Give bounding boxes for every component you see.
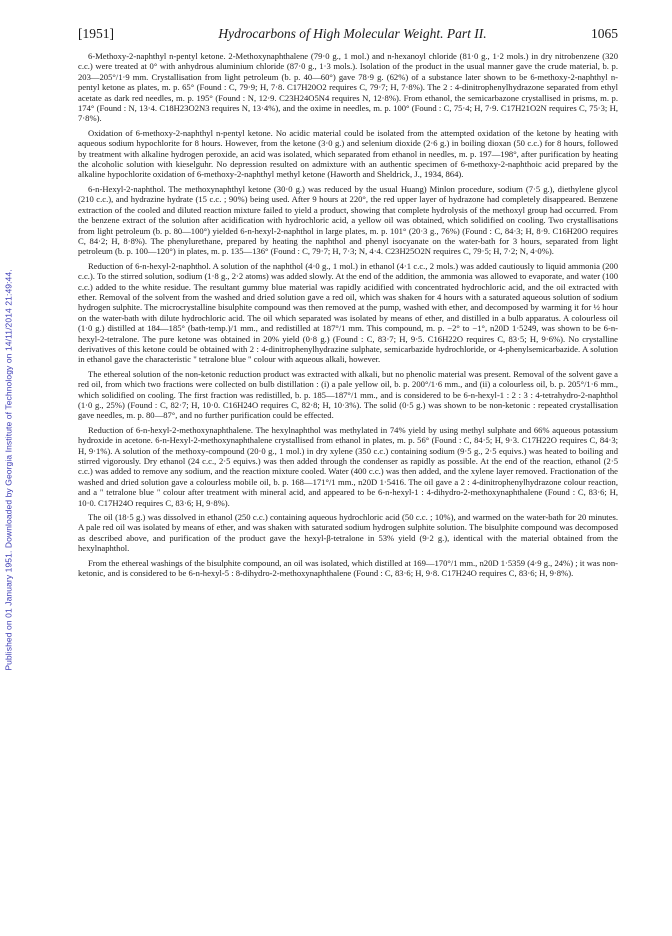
journal-page <box>78 26 618 583</box>
paragraph-ethereal-washings: From the ethereal washings of the bisulphite compound, an oil was isolated, which distilled at 169—170°/1 mm., n20D 1·5359 (4·9 g., 24%) ; it was non-ketonic, and is considered to be 6-n-hexyl-5 : 8-dihydro-2-methoxynaphthalene (Found : C, 83·6; H, 9·8. C17H24O requires C, 83·6; H, 9·8%). <box>78 557 618 579</box>
header-year: [1951] <box>78 26 114 41</box>
download-watermark-text: Published on 01 January 1951. Downloaded by Georgia Institute of Technology on 14/11/2014 21:49:44. <box>4 269 14 671</box>
paragraph-methoxynaphthyl-ketone: 6-Methoxy-2-naphthyl n-pentyl ketone. 2-Methoxynaphthalene (79·0 g., 1 mol.) and n-hexanoyl chloride (81·0 g., 1·2 mols.) in dry nitrobenzene (320 c.c.) were treated at 0° with anhydrous aluminium chloride (87·0 g., 1·3 mols.). Isolation of the product in the usual manner gave the crude material, b. p. 203—205°/1·9 mm. Crystallisation from light petroleum (b. p. 40—60°) gave 78·9 g. (62%) of a substance later shown to be 6-methoxy-2-naphthyl n-pentyl ketone as plates, m. p. 65° (Found : C, 79·9; H, 7·8. C17H20O2 requires C, 79·7; H, 7·8%). The 2 : 4-dinitrophenylhydrazone separated from ethyl acetate as dark red needles, m. p. 195° (Found : N, 12·9. C23H24O5N4 requires N, 12·8%). From ethanol, the semicarbazone crystallised in prisms, m. p. 174° (Found : N, 13·4. C18H23O2N3 requires N, 13·4%), and the oxime in needles, m. p. 100° (Found : C, 75·4; H, 7·9. C17H21O2N requires C, 75·3; H, 7·8%). <box>78 51 618 124</box>
paragraph-oxidation: Oxidation of 6-methoxy-2-naphthyl n-pentyl ketone. No acidic material could be isolated from the attempted oxidation of the ketone by heating with aqueous sodium hypochlorite for 8 hours. However, from the ketone (3·0 g.) and selenium dioxide (2·6 g.) in boiling dioxan (50 c.c.) for 8 hours, followed by treatment with alkaline hydrogen peroxide, an acid was isolated, which separated from ethanol in needles, m. p. 197—198°, after purification by heating the alcoholic solution with kieselguhr. No depression resulted on admixture with an authentic specimen of 6-methoxy-2-naphthoic acid prepared by the alkaline hypochlorite oxidation of 6-methoxy-2-naphthyl methyl ketone (Haworth and Sheldrick, J., 1934, 864). <box>78 127 618 180</box>
running-header <box>78 26 618 42</box>
paragraph-reduction-naphthol: Reduction of 6-n-hexyl-2-naphthol. A solution of the naphthol (4·0 g., 1 mol.) in ethanol (4·1 c.c., 2 mols.) was added cautiously to liquid ammonia (200 c.c.). To the stirred solution, sodium (1·8 g., 2·2 atoms) was added slowly. At the end of the addition, the ammonia was allowed to evaporate, and water (100 c.c.) added to the white residue. The resultant gummy blue material was rapidly acidified with concentrated hydrochloric acid, and the oil extracted with ether. Removal of the solvent from the washed and dried solution gave a red oil, which was shaken for 4 hours with a saturated aqueous solution of sodium hydrogen sulphite. The microcrystalline bisulphite compound was then removed at the pump, washed with ether, and decomposed by warming it for ½ hour on the water-bath with dilute hydrochloric acid. The oil which separated was isolated by means of ether, and distilled in a bulb apparatus. A colourless oil (1·0 g.) distilled at 184—185° (bath-temp.)/1 mm., and redistilled at 187°/1 mm. This compound, m. p. −2° to −1°, n20D 1·5249, was shown to be 6-n-hexyl-2-tetralone. The pure ketone was obtained in 20% yield (0·8 g.) (Found : C, 83·7; H, 9·5. C16H22O requires C, 83·5; H, 9·6%). No crystalline derivatives of this ketone could be obtained with 2 : 4-dinitrophenylhydrazine sulphate, semicarbazide hydrochloride, or 4-phenylsemicarbazide. A solution in ethanol gave the characteristic " tetralone blue " colour with aqueous alkali, however. <box>78 260 618 365</box>
article-body <box>78 51 618 579</box>
paragraph-oil-hydrolysis: The oil (18·5 g.) was dissolved in ethanol (250 c.c.) containing aqueous hydrochloric acid (50 c.c. ; 10%), and warmed on the water-bath for 20 minutes. A pale red oil was isolated by means of ether, and was shaken with saturated sodium hydrogen sulphite solution. The bisulphite compound was decomposed as described above, and purification of the product gave the hexyl-β-tetralone in 53% yield (9·2 g.), identical with the material obtained from the hexylnaphthol. <box>78 512 618 554</box>
header-title: Hydrocarbons of High Molecular Weight. Part II. <box>218 26 487 41</box>
paragraph-reduction-methoxynaphthalene: Reduction of 6-n-hexyl-2-methoxynaphthalene. The hexylnaphthol was methylated in 74% yield by using methyl sulphate and 66% aqueous potassium hydroxide in acetone. 6-n-Hexyl-2-methoxynaphthalene crystallised from ethanol in plates, m. p. 56° (Found : C, 84·5; H, 9·3. C17H22O requires C, 84·3; H, 9·1%). A solution of the methoxy-compound (20·0 g., 1 mol.) in dry xylene (350 c.c.) containing sodium (9·5 g., 2·5 equivs.) was heated to boiling and stirred vigorously. Dry ethanol (24 c.c., 2·5 equivs.) was then added through the condenser as rapidly as possible. At the end of the reaction, ethanol (2·5 c.c.) was added to remove any sodium, and the reaction mixture cooled. Water (400 c.c.) was then added, and the xylene layer removed. Fractionation of the washed and dried solution gave a colourless mobile oil, b. p. 168—171°/1 mm., n20D 1·5416. The oil gave a 2 : 4-dinitrophenylhydrazone colour reaction, and a " tetralone blue " colour after treatment with mineral acid, and appeared to be 6-n-hexyl-1 : 4-dihydro-2-methoxynaphthalene (Found : C, 83·6; H, 10·0. C17H24O requires C, 83·6; H, 9·8%). <box>78 424 618 508</box>
paragraph-hexyl-naphthol: 6-n-Hexyl-2-naphthol. The methoxynaphthyl ketone (30·0 g.) was reduced by the usual Huang) Minlon procedure, sodium (7·5 g.), diethylene glycol (210 c.c.), and hydrazine hydrate (15 c.c. ; 90%) being used. After 9 hours at 220°, the red upper layer of hydrazone had completely disappeared. Benzene extraction of the cooled and diluted reaction mixture failed to yield a product, showing that complete hydrolysis of the methoxyl group had occurred. From the benzene extract of the solution after acidification with hydrochloric acid, a yellow oil was obtained, which solidified on cooling. Two crystallisations from light petroleum (b. p. 80—100°) yielded 6-n-hexyl-2-naphthol in large plates, m. p. 101° (20·3 g., 76%) (Found : C, 84·3; H, 8·9. C16H20O requires C, 84·2; H, 8·8%). The phenylurethane, prepared by heating the naphthol and phenyl isocyanate on the water-bath for 3 hours, separated from light petroleum (b. p. 100—120°) in plates, m. p. 135—136° (Found : C, 79·7; H, 7·3; N, 4·4. C23H25O2N requires C, 79·5; H, 7·2; N, 4·0%). <box>78 183 618 257</box>
paragraph-ethereal-solution: The ethereal solution of the non-ketonic reduction product was extracted with alkali, but no phenolic material was present. Removal of the solvent gave a red oil, from which two fractions were collected on bulb distillation : (i) a pale yellow oil, b. p. 200°/1·6 mm., and (ii) a colourless oil, b. p. 205°/1·6 mm., which solidified on cooling. The first fraction was redistilled, b. p. 185—187°/1 mm., and is considered to be 6-n-hexyl-1 : 2 : 3 : 4-tetrahydro-2-naphthol (1·0 g., 25%) (Found : C, 82·7; H, 10·0. C16H24O requires C, 82·8; H, 10·3%). The solid (0·5 g.) was shown to be non-ketonic : repeated crystallisation gave needles, m. p. 80—87°, and no further purification could be effected. <box>78 368 618 421</box>
header-page-number: 1065 <box>590 26 618 41</box>
download-watermark <box>2 150 16 790</box>
